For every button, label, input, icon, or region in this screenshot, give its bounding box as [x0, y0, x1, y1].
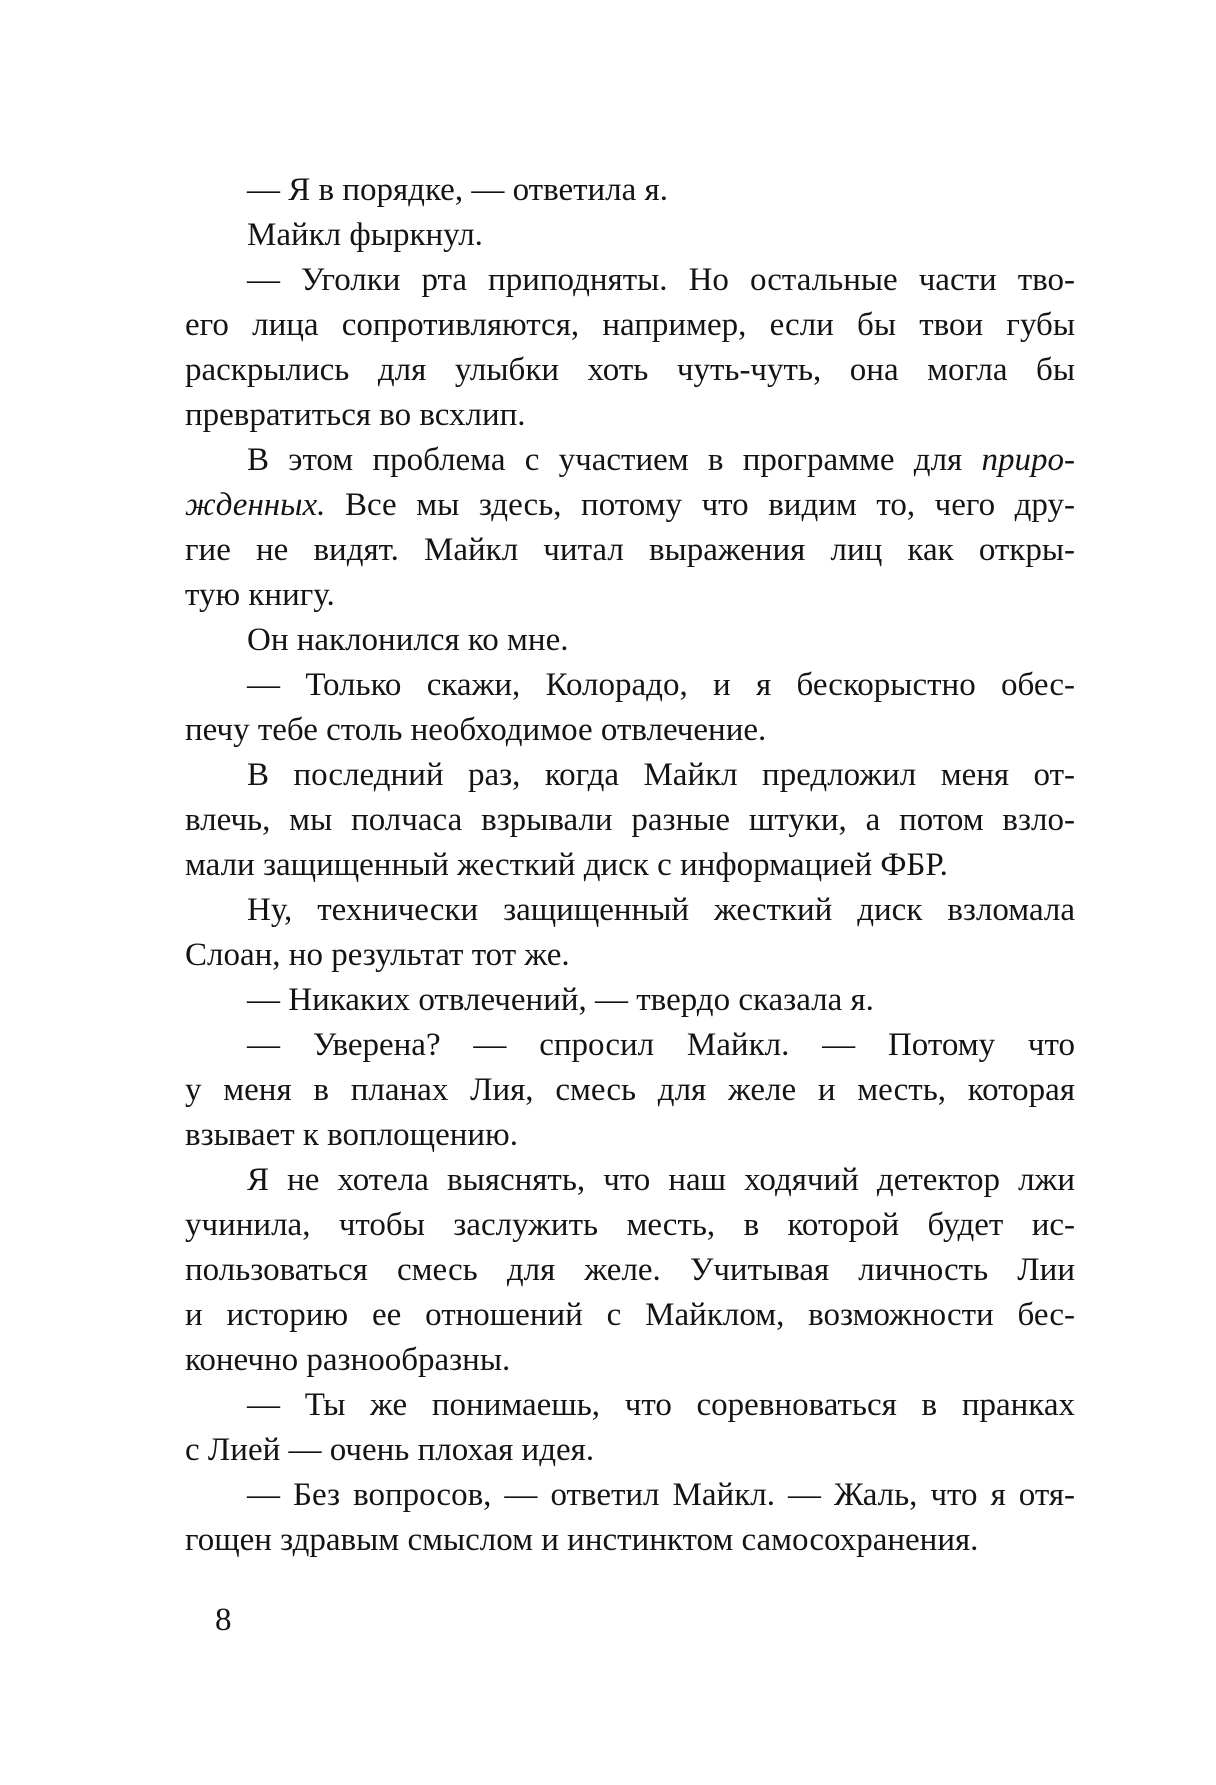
text-segment: Ну, технически защищенный жесткий диск взломала	[247, 892, 1075, 928]
text-line	[185, 258, 1075, 303]
text-segment: превратиться во всхлип.	[185, 397, 526, 433]
text-line	[185, 213, 1075, 258]
text-line	[185, 933, 1075, 978]
text-line	[185, 1158, 1075, 1203]
text-segment: учинила, чтобы заслужить месть, в которой будет ис-	[185, 1207, 1075, 1243]
text-line	[185, 438, 1075, 483]
text-segment: Все мы здесь, потому что видим то, чего дру-	[325, 487, 1075, 523]
text-line	[185, 573, 1075, 618]
text-line	[185, 483, 1075, 528]
text-segment: у меня в планах Лия, смесь для желе и месть, которая	[185, 1072, 1075, 1108]
text-line	[185, 663, 1075, 708]
text-segment: — Уверена? — спросил Майкл. — Потому что	[247, 1027, 1075, 1063]
text-segment: пользоваться смесь для желе. Учитывая личность Лии	[185, 1252, 1075, 1288]
text-segment: гие не видят. Майкл читал выражения лиц как откры-	[185, 532, 1075, 568]
text-segment: Слоан, но результат тот же.	[185, 937, 570, 973]
text-segment-italic: жденных.	[185, 487, 326, 523]
text-segment: — Ты же понимаешь, что соревноваться в пранках	[247, 1387, 1075, 1423]
text-line	[185, 168, 1075, 213]
text-line	[185, 753, 1075, 798]
text-segment: взывает к воплощению.	[185, 1117, 518, 1153]
text-segment: конечно разнообразны.	[185, 1342, 511, 1378]
text-segment: с Лией — очень плохая идея.	[185, 1432, 595, 1468]
text-line	[185, 1113, 1075, 1158]
text-line	[185, 1338, 1075, 1383]
text-line	[185, 843, 1075, 888]
text-line	[185, 303, 1075, 348]
text-line	[185, 1293, 1075, 1338]
text-segment: — Никаких отвлечений, — твердо сказала я.	[247, 982, 874, 1018]
text-segment: Я не хотела выяснять, что наш ходячий детектор лжи	[247, 1162, 1075, 1198]
text-segment: тую книгу.	[185, 577, 335, 613]
text-line	[185, 1023, 1075, 1068]
text-segment: мали защищенный жесткий диск с информацией ФБР.	[185, 847, 948, 883]
text-line	[185, 348, 1075, 393]
text-line	[185, 1068, 1075, 1113]
text-line	[185, 1428, 1075, 1473]
text-segment: влечь, мы полчаса взрывали разные штуки, а потом взло-	[185, 802, 1075, 838]
text-line	[185, 1473, 1075, 1518]
text-segment: Майкл фыркнул.	[247, 217, 483, 253]
text-line	[185, 393, 1075, 438]
text-segment: раскрылись для улыбки хоть чуть-чуть, она могла бы	[185, 352, 1075, 388]
text-block	[185, 168, 1075, 1563]
text-line	[185, 1203, 1075, 1248]
text-line	[185, 1383, 1075, 1428]
text-line	[185, 528, 1075, 573]
text-segment: — Уголки рта приподняты. Но остальные части тво-	[247, 262, 1075, 298]
text-segment: В последний раз, когда Майкл предложил меня от-	[247, 757, 1075, 793]
text-line	[185, 888, 1075, 933]
text-line	[185, 1518, 1075, 1563]
text-segment: — Без вопросов, — ответил Майкл. — Жаль, что я отя-	[247, 1477, 1075, 1513]
text-line	[185, 1248, 1075, 1293]
text-segment: гощен здравым смыслом и инстинктом самосохранения.	[185, 1522, 979, 1558]
text-line	[185, 978, 1075, 1023]
text-segment: и историю ее отношений с Майклом, возможности бес-	[185, 1297, 1075, 1333]
text-segment: его лица сопротивляются, например, если бы твои губы	[185, 307, 1075, 343]
text-segment: — Я в порядке, — ответила я.	[247, 172, 668, 208]
page-number: 8	[215, 1602, 232, 1638]
text-segment: В этом проблема с участием в программе для	[247, 442, 982, 478]
text-line	[185, 708, 1075, 753]
text-line	[185, 618, 1075, 663]
text-line	[185, 798, 1075, 843]
text-segment: — Только скажи, Колорадо, и я бескорыстно обес-	[247, 667, 1075, 703]
text-segment: печу тебе столь необходимое отвлечение.	[185, 712, 767, 748]
text-segment-italic: приро-	[981, 442, 1075, 478]
text-segment: Он наклонился ко мне.	[247, 622, 569, 658]
